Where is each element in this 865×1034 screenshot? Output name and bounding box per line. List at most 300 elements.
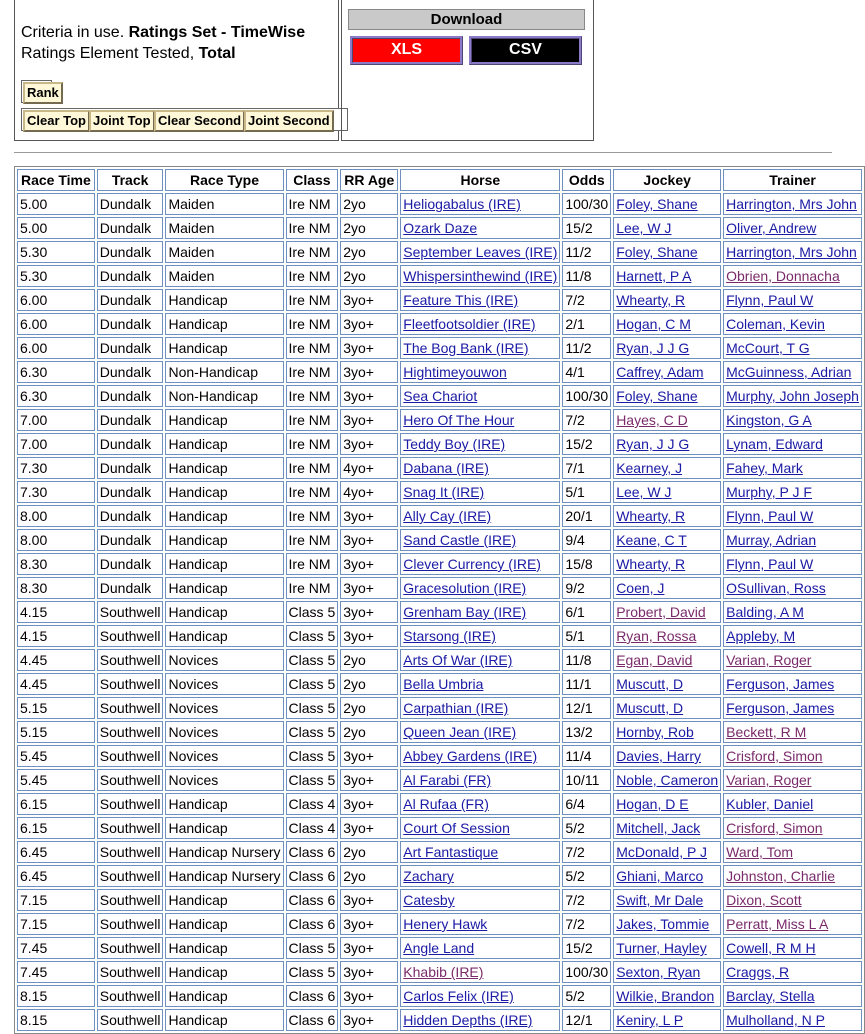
jockey-link[interactable]: Sexton, Ryan [616, 964, 701, 980]
jockey-link[interactable]: Kearney, J [616, 460, 683, 476]
jockey-link[interactable]: Probert, David [616, 604, 706, 620]
horse-cell [400, 505, 560, 527]
track-cell: Dundalk [97, 289, 164, 311]
horse-link[interactable]: Bella Umbria [403, 676, 484, 692]
horse-cell [400, 193, 560, 215]
horse-link[interactable]: Snag It (IRE) [403, 484, 485, 500]
jockey-link[interactable]: Hayes, C D [616, 412, 688, 428]
horse-link[interactable]: Ozark Daze [403, 220, 478, 236]
track-cell: Southwell [97, 1009, 164, 1031]
jockey-link[interactable]: Jakes, Tommie [616, 916, 710, 932]
track-cell: Dundalk [97, 577, 164, 599]
trainer-link[interactable]: Harrington, Mrs John [726, 196, 857, 212]
odds-cell: 6/1 [562, 601, 611, 623]
trainer-cell [723, 817, 862, 839]
column-header-jockey: Jockey [613, 169, 721, 191]
jockey-link[interactable]: Ryan, J J G [616, 340, 690, 356]
trainer-link[interactable]: McGuinness, Adrian [726, 364, 852, 380]
horse-link[interactable]: The Bog Bank (IRE) [403, 340, 529, 356]
jockey-cell [613, 1009, 721, 1031]
trainer-link[interactable]: Varian, Roger [726, 652, 812, 668]
track-cell: Dundalk [97, 457, 164, 479]
table-row [17, 625, 862, 647]
trainer-link[interactable]: Obrien, Donnacha [726, 268, 840, 284]
jockey-cell [613, 865, 721, 887]
trainer-link[interactable]: Fahey, Mark [726, 460, 803, 476]
joint-second-button[interactable]: Joint Second [244, 110, 334, 132]
jockey-cell [613, 433, 721, 455]
trainer-link[interactable]: Murphy, P J F [726, 484, 812, 500]
horse-cell [400, 457, 560, 479]
rank-button[interactable]: Rank [23, 82, 63, 104]
race-type-cell: Novices [165, 697, 283, 719]
trainer-cell [723, 841, 862, 863]
jockey-link[interactable]: Keniry, L P [616, 1012, 684, 1028]
table-row [17, 913, 862, 935]
jockey-cell [613, 673, 721, 695]
rr-age-cell: 3yo+ [340, 961, 398, 983]
table-row [17, 505, 862, 527]
jockey-link[interactable]: Harnett, P A [616, 268, 692, 284]
trainer-link[interactable]: Coleman, Kevin [726, 316, 825, 332]
trainer-cell [723, 361, 862, 383]
odds-cell: 7/2 [562, 889, 611, 911]
trainer-link[interactable]: Flynn, Paul W [726, 292, 814, 308]
odds-cell: 10/11 [562, 769, 611, 791]
results-table [14, 166, 865, 1034]
trainer-cell [723, 745, 862, 767]
jockey-cell [613, 553, 721, 575]
horse-link[interactable]: Feature This (IRE) [403, 292, 519, 308]
odds-cell: 7/2 [562, 913, 611, 935]
track-cell: Dundalk [97, 241, 164, 263]
class-cell: Ire NM [286, 361, 339, 383]
track-cell: Dundalk [97, 409, 164, 431]
track-cell: Dundalk [97, 433, 164, 455]
track-cell: Southwell [97, 913, 164, 935]
track-cell: Dundalk [97, 529, 164, 551]
rr-age-cell: 3yo+ [340, 361, 398, 383]
rr-age-cell: 3yo+ [340, 913, 398, 935]
odds-cell: 12/1 [562, 697, 611, 719]
race-type-cell: Handicap [165, 481, 283, 503]
race-time-cell: 8.00 [17, 505, 95, 527]
rr-age-cell: 3yo+ [340, 793, 398, 815]
class-cell: Ire NM [286, 409, 339, 431]
class-cell: Class 5 [286, 625, 339, 647]
jockey-cell [613, 409, 721, 431]
race-time-cell: 6.30 [17, 361, 95, 383]
horse-link[interactable]: Whispersinthewind (IRE) [403, 268, 558, 284]
horse-cell [400, 937, 560, 959]
table-row [17, 553, 862, 575]
trainer-cell [723, 625, 862, 647]
horse-link[interactable]: Court Of Session [403, 820, 510, 836]
download-csv-button[interactable]: CSV [469, 36, 582, 65]
trainer-link[interactable]: Flynn, Paul W [726, 556, 814, 572]
race-type-cell: Handicap [165, 793, 283, 815]
odds-cell: 12/1 [562, 1009, 611, 1031]
table-row [17, 601, 862, 623]
race-time-cell: 7.00 [17, 433, 95, 455]
race-time-cell: 6.45 [17, 865, 95, 887]
rank-group [21, 80, 59, 103]
race-time-cell: 5.15 [17, 721, 95, 743]
track-cell: Dundalk [97, 361, 164, 383]
race-time-cell: 7.45 [17, 937, 95, 959]
download-xls-button[interactable]: XLS [350, 36, 463, 65]
track-cell: Southwell [97, 841, 164, 863]
race-time-cell: 7.30 [17, 457, 95, 479]
horse-cell [400, 697, 560, 719]
jockey-cell [613, 481, 721, 503]
trainer-link[interactable]: Oliver, Andrew [726, 220, 817, 236]
horse-cell [400, 265, 560, 287]
criteria-panel [14, 0, 339, 141]
table-row [17, 241, 862, 263]
horse-link[interactable]: Dabana (IRE) [403, 460, 489, 476]
trainer-link[interactable]: Varian, Roger [726, 772, 812, 788]
jockey-link[interactable]: Lee, W J [616, 484, 672, 500]
trainer-link[interactable]: Murray, Adrian [726, 532, 817, 548]
class-cell: Class 5 [286, 601, 339, 623]
jockey-link[interactable]: Turner, Hayley [616, 940, 707, 956]
race-time-cell: 8.30 [17, 553, 95, 575]
horse-link[interactable]: Henery Hawk [403, 916, 488, 932]
race-time-cell: 7.15 [17, 889, 95, 911]
table-row [17, 289, 862, 311]
horse-link[interactable]: Starsong (IRE) [403, 628, 496, 644]
horse-link[interactable]: Sea Chariot [403, 388, 478, 404]
horse-link[interactable]: Catesby [403, 892, 455, 908]
table-header-row [17, 169, 862, 191]
horse-link[interactable]: Hero Of The Hour [403, 412, 515, 428]
table-row [17, 433, 862, 455]
trainer-link[interactable]: Mulholland, N P [726, 1012, 825, 1028]
table-row [17, 313, 862, 335]
jockey-link[interactable]: Hogan, C M [616, 316, 691, 332]
track-cell: Southwell [97, 601, 164, 623]
trainer-link[interactable]: Johnston, Charlie [726, 868, 836, 884]
odds-cell: 5/1 [562, 625, 611, 647]
trainer-link[interactable]: Murphy, John Joseph [726, 388, 859, 404]
jockey-cell [613, 793, 721, 815]
trainer-link[interactable]: Balding, A M [726, 604, 804, 620]
jockey-link[interactable]: Coen, J [616, 580, 665, 596]
column-header-race-type: Race Type [165, 169, 283, 191]
rr-age-cell: 3yo+ [340, 409, 398, 431]
jockey-link[interactable]: Ryan, J J G [616, 436, 690, 452]
odds-cell: 13/2 [562, 721, 611, 743]
trainer-cell [723, 529, 862, 551]
trainer-cell [723, 697, 862, 719]
jockey-link[interactable]: Swift, Mr Dale [616, 892, 704, 908]
horse-link[interactable]: Fleetfootsoldier (IRE) [403, 316, 536, 332]
class-cell: Ire NM [286, 265, 339, 287]
clear-second-button[interactable]: Clear Second [154, 110, 245, 132]
jockey-cell [613, 577, 721, 599]
trainer-cell [723, 193, 862, 215]
class-cell: Ire NM [286, 553, 339, 575]
column-header-odds: Odds [562, 169, 611, 191]
horse-cell [400, 841, 560, 863]
rr-age-cell: 3yo+ [340, 313, 398, 335]
jockey-cell [613, 961, 721, 983]
trainer-cell [723, 793, 862, 815]
race-time-cell: 7.00 [17, 409, 95, 431]
jockey-cell [613, 889, 721, 911]
horse-link[interactable]: Gracesolution (IRE) [403, 580, 527, 596]
track-cell: Southwell [97, 625, 164, 647]
odds-cell: 15/8 [562, 553, 611, 575]
race-time-cell: 6.00 [17, 337, 95, 359]
horse-link[interactable]: Carpathian (IRE) [403, 700, 509, 716]
horse-link[interactable]: Al Farabi (FR) [403, 772, 492, 788]
horse-cell [400, 673, 560, 695]
horse-cell [400, 1009, 560, 1031]
trainer-link[interactable]: Cowell, R M H [726, 940, 816, 956]
jockey-link[interactable]: Foley, Shane [616, 244, 698, 260]
jockey-link[interactable]: Davies, Harry [616, 748, 701, 764]
class-cell: Class 5 [286, 721, 339, 743]
class-cell: Class 6 [286, 985, 339, 1007]
odds-cell: 5/2 [562, 817, 611, 839]
race-time-cell: 5.00 [17, 193, 95, 215]
class-cell: Class 5 [286, 961, 339, 983]
odds-cell: 15/2 [562, 217, 611, 239]
race-type-cell: Handicap [165, 817, 283, 839]
class-cell: Ire NM [286, 385, 339, 407]
trainer-cell [723, 505, 862, 527]
trainer-link[interactable]: Kubler, Daniel [726, 796, 814, 812]
jockey-link[interactable]: Ghiani, Marco [616, 868, 704, 884]
trainer-link[interactable]: Beckett, R M [726, 724, 807, 740]
track-cell: Southwell [97, 889, 164, 911]
rr-age-cell: 3yo+ [340, 577, 398, 599]
table-row [17, 961, 862, 983]
class-cell: Class 5 [286, 769, 339, 791]
jockey-link[interactable]: Hornby, Rob [616, 724, 694, 740]
horse-link[interactable]: Clever Currency (IRE) [403, 556, 541, 572]
trainer-link[interactable]: Lynam, Edward [726, 436, 823, 452]
horse-link[interactable]: Abbey Gardens (IRE) [403, 748, 538, 764]
race-type-cell: Handicap [165, 457, 283, 479]
class-cell: Class 5 [286, 697, 339, 719]
class-cell: Ire NM [286, 481, 339, 503]
table-row [17, 1009, 862, 1031]
odds-cell: 11/4 [562, 745, 611, 767]
horse-link[interactable]: Arts Of War (IRE) [403, 652, 513, 668]
jockey-link[interactable]: Egan, David [616, 652, 693, 668]
race-time-cell: 4.15 [17, 601, 95, 623]
race-type-cell: Handicap Nursery [165, 841, 283, 863]
class-cell: Class 5 [286, 937, 339, 959]
horse-cell [400, 961, 560, 983]
column-header-rr-age: RR Age [340, 169, 398, 191]
rr-age-cell: 3yo+ [340, 529, 398, 551]
odds-cell: 100/30 [562, 961, 611, 983]
trainer-link[interactable]: OSullivan, Ross [726, 580, 826, 596]
jockey-link[interactable]: Foley, Shane [616, 388, 698, 404]
horse-cell [400, 577, 560, 599]
rank-filter-group [21, 108, 348, 131]
table-body [17, 193, 862, 1031]
jockey-link[interactable]: Noble, Cameron [616, 772, 719, 788]
trainer-link[interactable]: Dixon, Scott [726, 892, 802, 908]
horse-link[interactable]: Khabib (IRE) [403, 964, 484, 980]
race-time-cell: 7.30 [17, 481, 95, 503]
jockey-link[interactable]: Whearty, R [616, 556, 686, 572]
jockey-cell [613, 289, 721, 311]
jockey-cell [613, 313, 721, 335]
trainer-link[interactable]: Barclay, Stella [726, 988, 815, 1004]
horse-link[interactable]: Ally Cay (IRE) [403, 508, 492, 524]
class-cell: Ire NM [286, 529, 339, 551]
track-cell: Southwell [97, 793, 164, 815]
odds-cell: 15/2 [562, 937, 611, 959]
column-header-race-time: Race Time [17, 169, 95, 191]
horse-link[interactable]: Grenham Bay (IRE) [403, 604, 527, 620]
trainer-link[interactable]: Appleby, M [726, 628, 796, 644]
horse-cell [400, 721, 560, 743]
table-row [17, 793, 862, 815]
jockey-link[interactable]: Hogan, D E [616, 796, 689, 812]
table-row [17, 937, 862, 959]
horse-cell [400, 409, 560, 431]
horse-link[interactable]: Al Rufaa (FR) [403, 796, 489, 812]
horse-link[interactable]: Art Fantastique [403, 844, 499, 860]
trainer-link[interactable]: Perratt, Miss L A [726, 916, 829, 932]
trainer-link[interactable]: Ferguson, James [726, 676, 835, 692]
table-row [17, 745, 862, 767]
joint-top-button[interactable]: Joint Top [89, 110, 155, 132]
rr-age-cell: 3yo+ [340, 337, 398, 359]
horse-cell [400, 913, 560, 935]
trainer-cell [723, 913, 862, 935]
table-row [17, 985, 862, 1007]
class-cell: Class 5 [286, 673, 339, 695]
trainer-link[interactable]: Flynn, Paul W [726, 508, 814, 524]
trainer-link[interactable]: Harrington, Mrs John [726, 244, 857, 260]
horse-cell [400, 769, 560, 791]
race-type-cell: Handicap [165, 337, 283, 359]
race-time-cell: 6.30 [17, 385, 95, 407]
race-time-cell: 7.45 [17, 961, 95, 983]
horse-link[interactable]: Angle Land [403, 940, 475, 956]
horse-link[interactable]: Hidden Depths (IRE) [403, 1012, 533, 1028]
horse-link[interactable]: Carlos Felix (IRE) [403, 988, 514, 1004]
table-row [17, 841, 862, 863]
track-cell: Southwell [97, 865, 164, 887]
table-row [17, 481, 862, 503]
clear-top-button[interactable]: Clear Top [23, 110, 90, 132]
jockey-link[interactable]: Caffrey, Adam [616, 364, 704, 380]
race-time-cell: 6.15 [17, 793, 95, 815]
odds-cell: 9/2 [562, 577, 611, 599]
ratings-element-value: Total [198, 45, 236, 62]
odds-cell: 11/2 [562, 241, 611, 263]
table-row [17, 889, 862, 911]
jockey-link[interactable]: Keane, C T [616, 532, 687, 548]
track-cell: Southwell [97, 961, 164, 983]
rr-age-cell: 2yo [340, 841, 398, 863]
rr-age-cell: 2yo [340, 649, 398, 671]
odds-cell: 7/1 [562, 457, 611, 479]
trainer-link[interactable]: Crisford, Simon [726, 748, 823, 764]
horse-cell [400, 313, 560, 335]
horse-link[interactable]: Teddy Boy (IRE) [403, 436, 506, 452]
race-type-cell: Handicap Nursery [165, 865, 283, 887]
track-cell: Dundalk [97, 193, 164, 215]
jockey-cell [613, 985, 721, 1007]
horse-link[interactable]: Hightimeyouwon [403, 364, 507, 380]
trainer-link[interactable]: Kingston, G A [726, 412, 812, 428]
jockey-link[interactable]: Ryan, Rossa [616, 628, 697, 644]
race-type-cell: Handicap [165, 889, 283, 911]
trainer-link[interactable]: Crisford, Simon [726, 820, 823, 836]
jockey-link[interactable]: Whearty, R [616, 508, 686, 524]
race-time-cell: 8.30 [17, 577, 95, 599]
rr-age-cell: 2yo [340, 721, 398, 743]
horse-cell [400, 289, 560, 311]
class-cell: Class 6 [286, 913, 339, 935]
trainer-cell [723, 673, 862, 695]
trainer-link[interactable]: Ward, Tom [726, 844, 794, 860]
rr-age-cell: 3yo+ [340, 385, 398, 407]
rr-age-cell: 3yo+ [340, 889, 398, 911]
track-cell: Southwell [97, 817, 164, 839]
trainer-cell [723, 553, 862, 575]
class-cell: Class 6 [286, 889, 339, 911]
horse-cell [400, 649, 560, 671]
horse-link[interactable]: Sand Castle (IRE) [403, 532, 517, 548]
jockey-link[interactable]: Foley, Shane [616, 196, 698, 212]
race-time-cell: 4.15 [17, 625, 95, 647]
horse-cell [400, 241, 560, 263]
table-row [17, 529, 862, 551]
rr-age-cell: 3yo+ [340, 625, 398, 647]
trainer-link[interactable]: Ferguson, James [726, 700, 835, 716]
jockey-link[interactable]: Whearty, R [616, 292, 686, 308]
race-type-cell: Non-Handicap [165, 385, 283, 407]
horse-link[interactable]: Queen Jean (IRE) [403, 724, 517, 740]
trainer-link[interactable]: McCourt, T G [726, 340, 810, 356]
odds-cell: 11/2 [562, 337, 611, 359]
jockey-link[interactable]: Lee, W J [616, 220, 672, 236]
jockey-link[interactable]: Muscutt, D [616, 700, 684, 716]
horse-link[interactable]: Zachary [403, 868, 454, 884]
rr-age-cell: 2yo [340, 265, 398, 287]
track-cell: Southwell [97, 769, 164, 791]
trainer-link[interactable]: Craggs, R [726, 964, 790, 980]
class-cell: Ire NM [286, 241, 339, 263]
odds-cell: 11/1 [562, 673, 611, 695]
race-time-cell: 8.00 [17, 529, 95, 551]
race-time-cell: 8.15 [17, 985, 95, 1007]
track-cell: Dundalk [97, 505, 164, 527]
horse-link[interactable]: Heliogabalus (IRE) [403, 196, 521, 212]
odds-cell: 7/2 [562, 409, 611, 431]
jockey-cell [613, 937, 721, 959]
trainer-cell [723, 721, 862, 743]
race-time-cell: 6.00 [17, 313, 95, 335]
jockey-link[interactable]: Muscutt, D [616, 676, 684, 692]
jockey-link[interactable]: Wilkie, Brandon [616, 988, 715, 1004]
jockey-link[interactable]: McDonald, P J [616, 844, 707, 860]
jockey-link[interactable]: Mitchell, Jack [616, 820, 701, 836]
horse-link[interactable]: September Leaves (IRE) [403, 244, 558, 260]
class-cell: Class 4 [286, 817, 339, 839]
